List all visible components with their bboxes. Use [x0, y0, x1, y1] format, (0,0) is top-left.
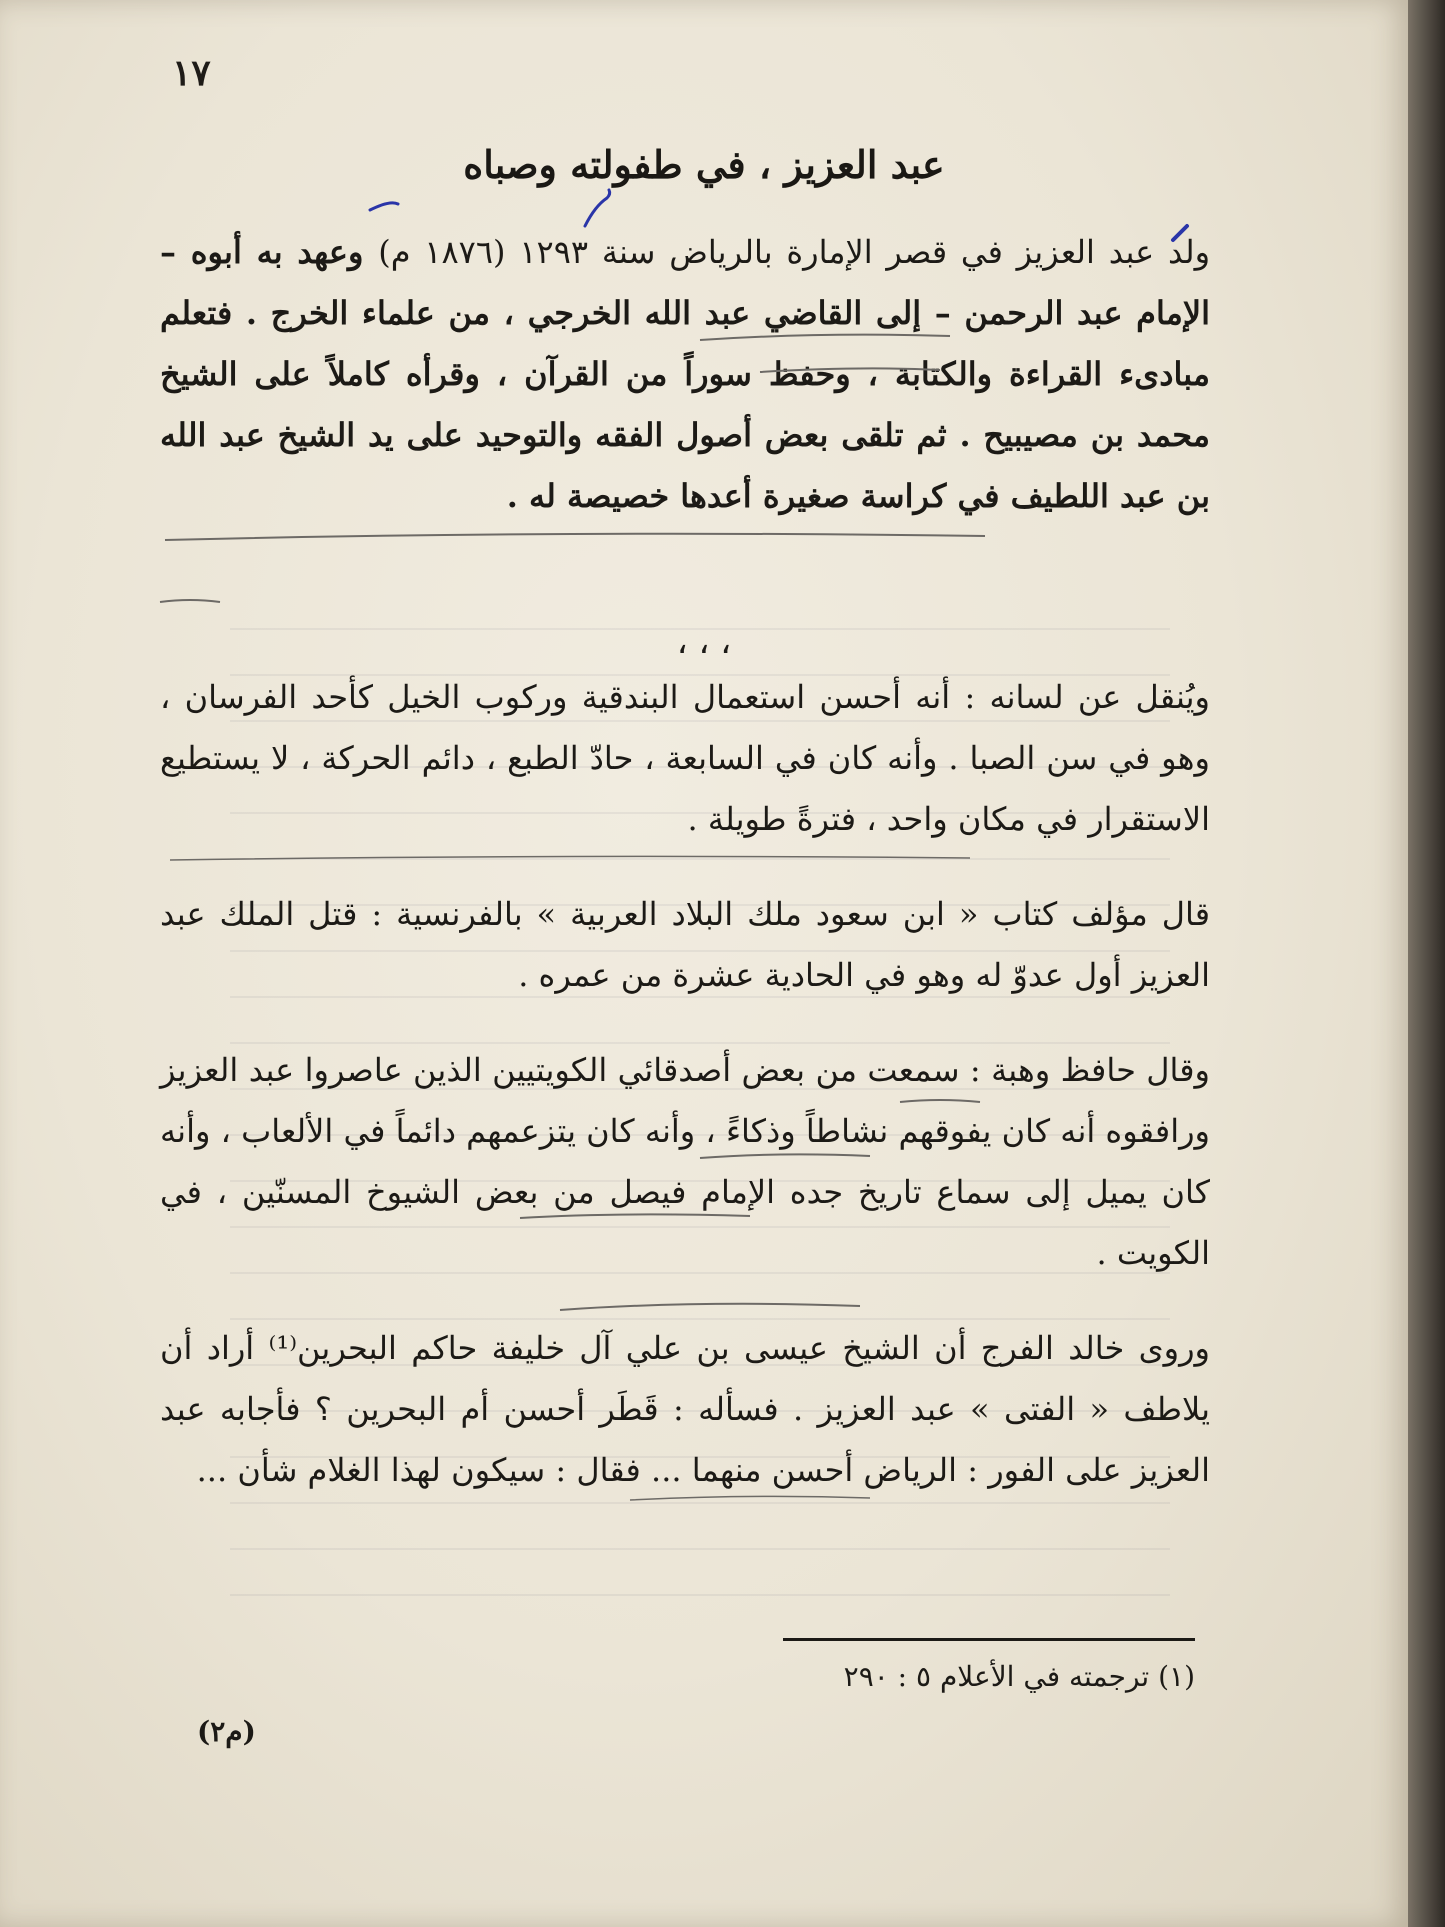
pencil-underline [700, 1154, 870, 1158]
pencil-underline [700, 335, 950, 340]
page-number: ١٧ [172, 52, 211, 94]
pencil-underline [165, 534, 985, 540]
footnote: (١) ترجمته في الأعلام ٥ : ٢٩٠ [843, 1660, 1195, 1693]
paragraph-khalid-alfaraj: وروى خالد الفرج أن الشيخ عيسى بن علي آل خليفة حاكم البحرين⁽¹⁾ أراد أن يلاطف « الفتى » عبد العزيز . فسأله : قَطَر أحسن أم البحرين ؟ فأجابه عبد العزيز على الفور : الرياض أحسن منهما ... فقال : سيكون لهذا الغلام شأن ... [160, 1329, 1211, 1489]
pencil-underline [900, 1100, 980, 1102]
blue-pen-hook-mark [370, 203, 398, 210]
chapter-title: عبد العزيز ، في طفولته وصباه [463, 142, 945, 187]
pencil-underline [760, 368, 940, 372]
book-spine-shadow [1408, 0, 1445, 1927]
blue-pen-bracket-mark [585, 190, 610, 226]
blue-pen-tick [1173, 226, 1187, 240]
pencil-underline [560, 1304, 860, 1310]
paragraph-childhood: ويُنقل عن لسانه : أنه أحسن استعمال البندقية وركوب الخيل كأحد الفرسان ، وهو في سن الصبا . وأنه كان في السابعة ، حادّ الطبع ، دائم الحركة ، لا يستطيع الاستقرار في مكان واحد ، فترةً طويلة . [160, 678, 1210, 838]
pencil-underline [630, 1496, 870, 1500]
pencil-underline [520, 1214, 750, 1218]
paragraph-french-author: قال مؤلف كتاب « ابن سعود ملك البلاد العربية » بالفرنسية : قتل الملك عبد العزيز أول عدوّ له وهو في الحادية عشرة من عمره . [160, 895, 1210, 994]
signature-mark: (م٢) [197, 1715, 256, 1748]
pencil-underline [160, 600, 220, 602]
paragraph-hafiz-wahba: وقال حافظ وهبة : سمعت من بعض أصدقائي الكويتيين الذين عاصروا عبد العزيز ورافقوه أنه كان يفوقهم نشاطاً وذكاءً ، وأنه كان يتزعمهم دائماً في الألعاب ، وأنه كان يميل إلى سماع تاريخ جده الإمام فيصل من بعض الشيوخ المسنّين ، في الكويت . [160, 1051, 1211, 1272]
section-separator: ، ، ، [676, 622, 732, 662]
paragraph-birth-lead: ولد عبد العزيز في قصر الإمارة بالرياض سنة ١٢٩٣ (١٨٧٦ م) [378, 233, 1211, 271]
paragraph-birth-rest: وعهد به أبوه – الإمام عبد الرحمن – إلى القاضي عبد الله الخرجي ، من علماء الخرج . فتعلم مبادىء القراءة والكتابة ، وحفظ سوراً من القرآن ، وقرأه كاملاً على الشيخ محمد بن مصيبيح . ثم تلقى بعض أصول الفقه والتوحيد على يد الشيخ عبد الله بن عبد اللطيف في كراسة صغيرة أعدها خصيصة له . [160, 233, 1210, 515]
pencil-underline [170, 856, 970, 860]
